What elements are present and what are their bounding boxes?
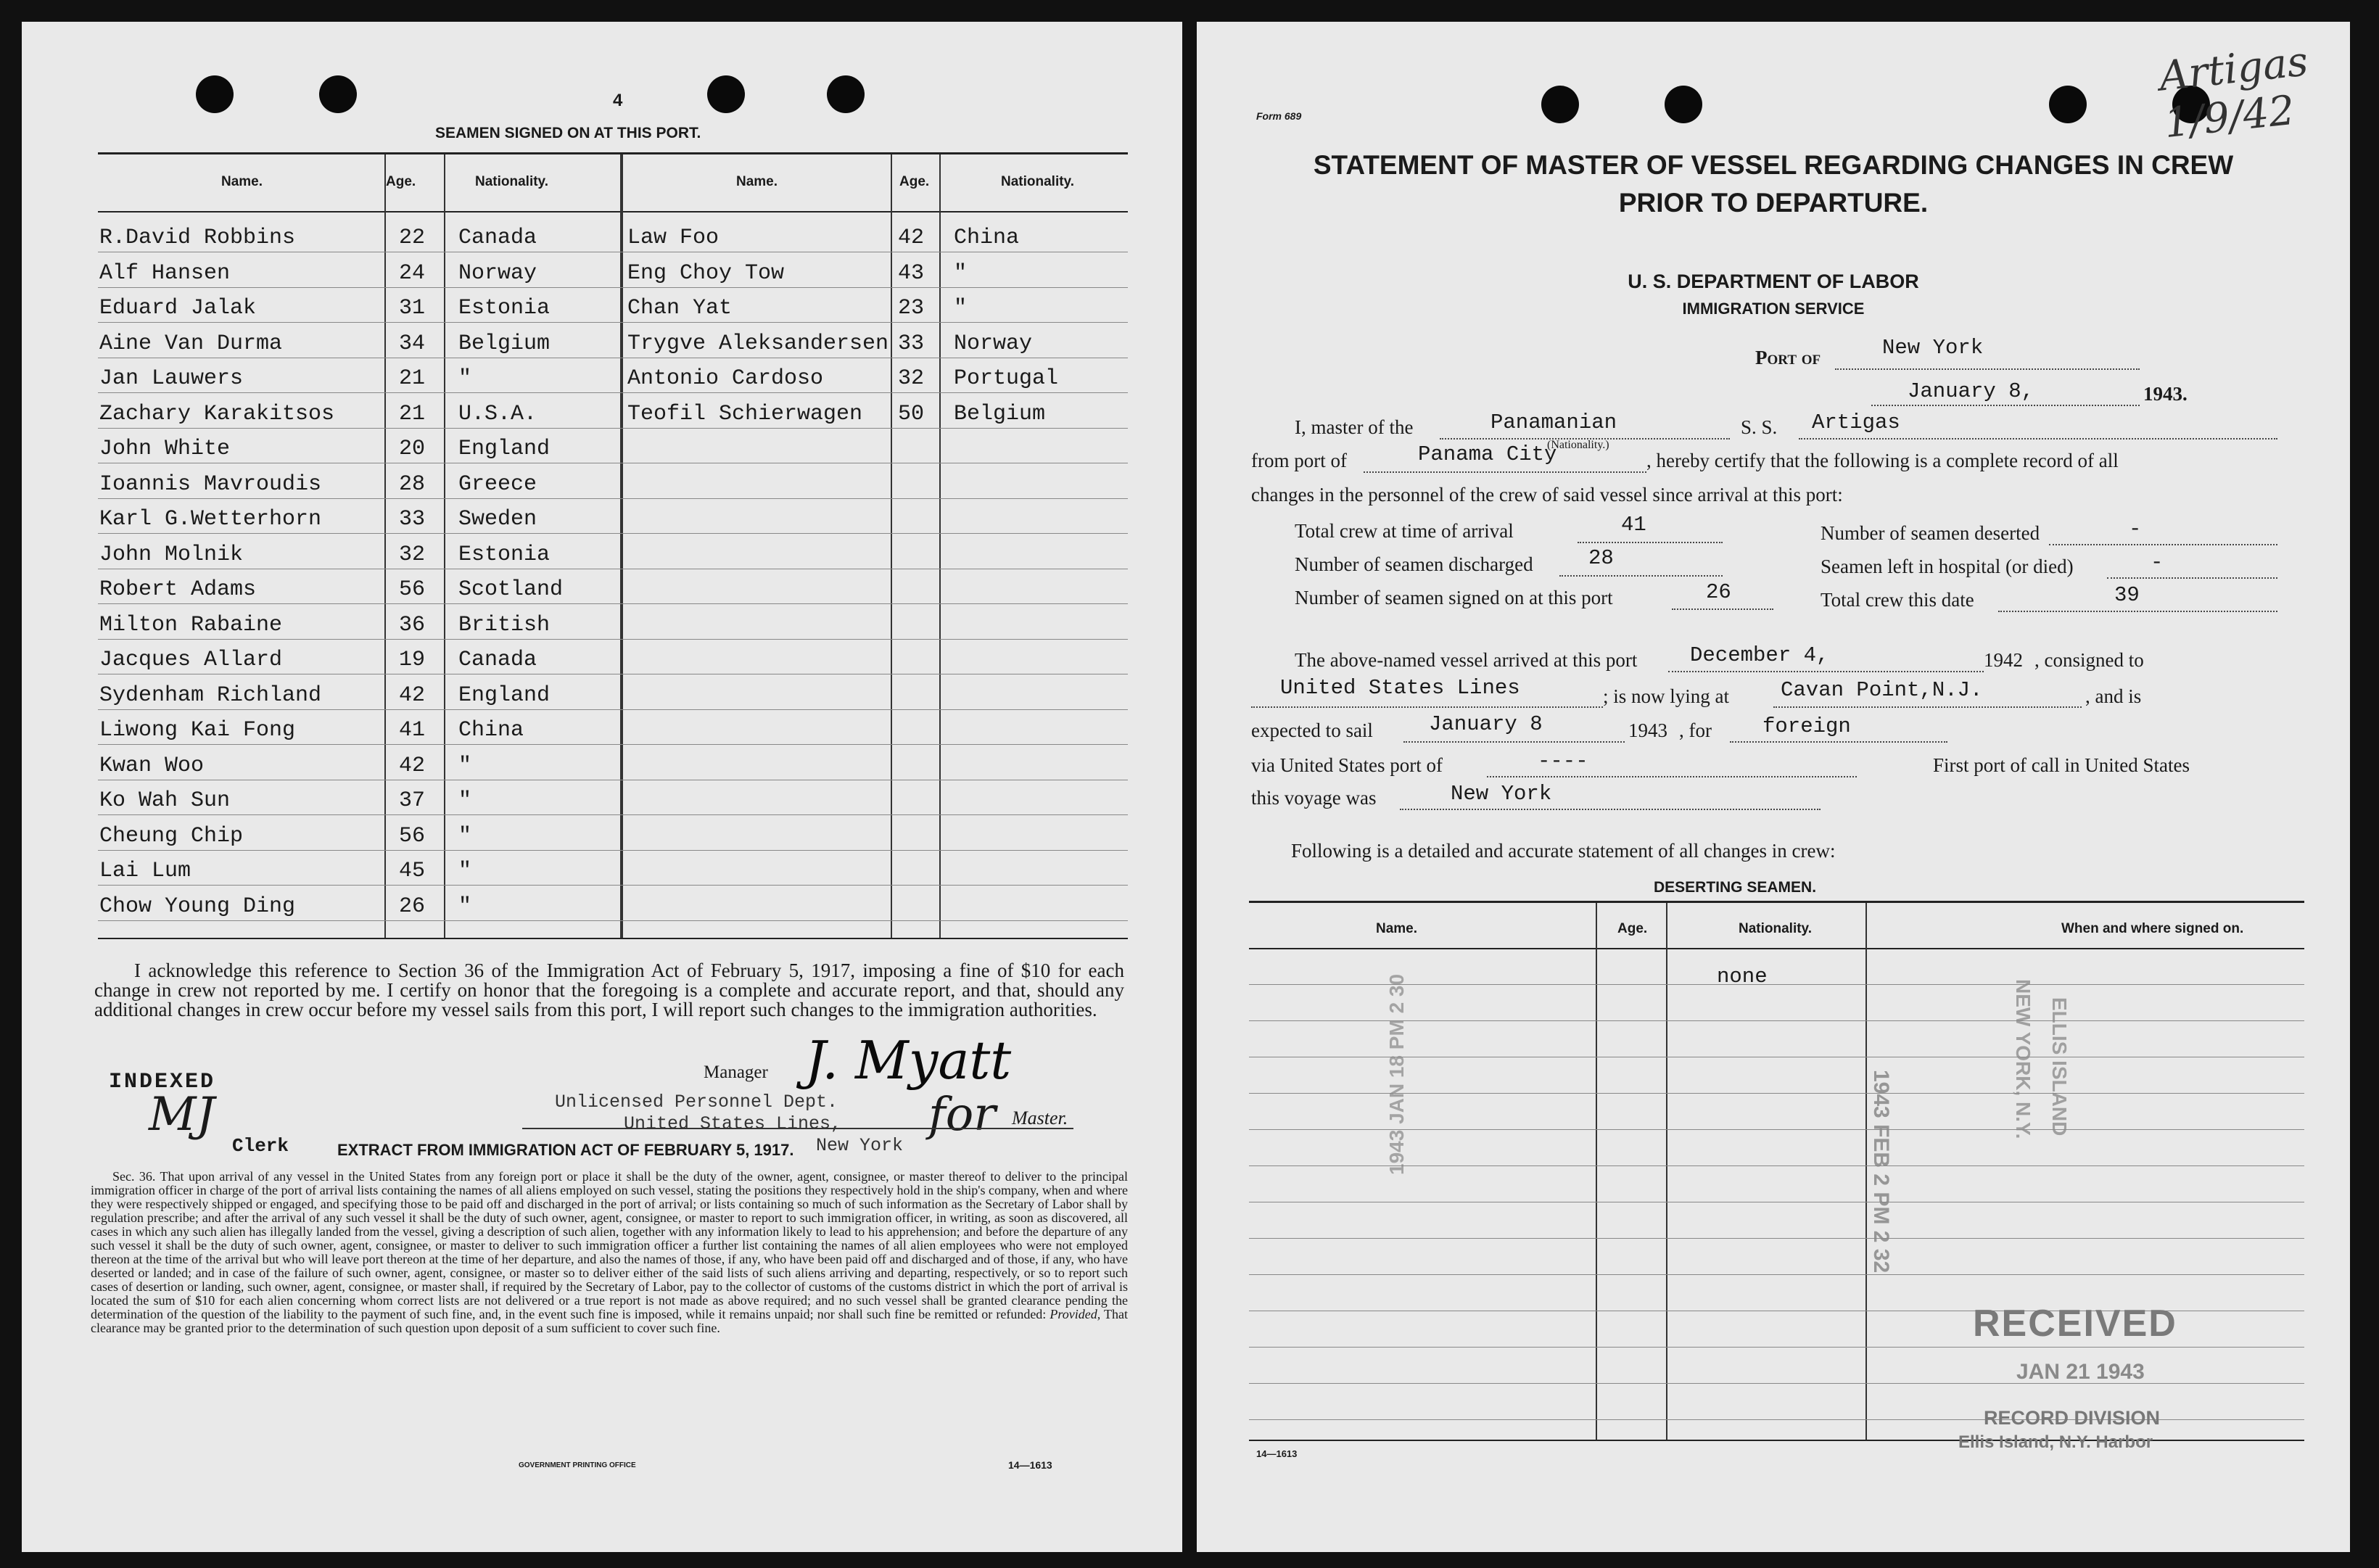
cell-age: 42 (898, 226, 925, 250)
cell-nationality: China (458, 718, 524, 743)
deserting-header (1249, 903, 2304, 949)
cell-age: 21 (399, 401, 426, 426)
ellis-island-stamp: ELLIS ISLAND (2048, 997, 2071, 1136)
cell-name: Liwong Kai Fong (99, 718, 296, 743)
dept-line: New York (816, 1135, 904, 1156)
table-row (98, 465, 1128, 499)
table-row (98, 781, 1128, 815)
cell-age: 34 (399, 331, 426, 356)
cell-name: Lai Lum (99, 859, 191, 883)
cell-name: Jan Lauwers (99, 366, 244, 391)
punch-hole (196, 75, 234, 113)
extract-body: That upon arrival of any vessel in the United States from any foreign port or place it shall be the duty of the owner, agent, consignee, or master thereof to deliver to the principal immigration officer in charge of the port of arrival lists containing the names of all aliens employed on such vessel, stating the positions they respectively hold in the ship's company, when and where they were respectively shipped or engaged, and specifying those to be paid off and discharged in the port of arrival; or lists containing so much of such information as the Secretary of Labor shall by regulation prescribe; and after the arrival of any such vessel it shall be the duty of such owner, agent, consignee, or master to report to such immigration officer, in writing, as soon as discovered, all cases in which any such alien has illegally landed from the vessel, giving a description of such alien, together with any information likely to lead to his apprehension; and before the departure of any such vessel it shall be the duty of such owner, agent, consignee, or master to deliver to such immigration officer a further list containing the names of all alien employees who were not employed thereon at the time of the arrival but who will leave port thereon at the time of her departure, and also the names of those, if any, who have been paid off and discharged and of those, if any, who have deserted or landed; and in case of the failure of such owner, agent, consignee, or master so to deliver either of the said lists of such aliens arriving and departing, respectively, or so to report such cases of desertion or landing, such owner, agent, consignee, or master shall, if required by the Secretary of Labor, pay to the collector of customs of the customs district in which the port of arrival is located the sum of $10 for each alien concerning whom correct lists are not delivered or a true report is not made as above required; and no such vessel shall be granted clearance pending the determination of the question of the liability to the payment of such fine, and, in the event such fine is imposed, while it remains unpaid; nor shall such fine be remitted or refunded: (91, 1169, 1128, 1321)
record-place: Ellis Island, N.Y. Harbor (1958, 1432, 2153, 1452)
header-name: Name. (736, 174, 778, 189)
cell-name: Chow Young Ding (99, 894, 296, 919)
cell-name: Sydenham Richland (99, 682, 322, 708)
cell-age: 36 (399, 612, 426, 637)
header-age: Age. (899, 174, 930, 189)
from-port-label: from port of (1251, 450, 1347, 471)
cell-nationality: England (458, 437, 551, 461)
punch-hole (1665, 86, 1702, 123)
table-row (98, 851, 1128, 886)
title-line: STATEMENT OF MASTER OF VESSEL REGARDING CHANGES IN CREW (1313, 150, 2234, 180)
cell-nationality: " (458, 366, 472, 391)
signed-on-label: Number of seamen signed on at this port (1295, 587, 1613, 608)
cell-name: R.David Robbins (99, 226, 296, 250)
ellis-stamp: 1943 FEB 2 PM 2 32 (1869, 1070, 1893, 1274)
cell-name: Teofil Schierwagen (627, 401, 863, 426)
consignee-value: United States Lines (1280, 676, 1520, 700)
department: U. S. DEPARTMENT OF LABOR (1628, 271, 1919, 292)
clerk-initials: MJ (149, 1088, 215, 1142)
cell-age: 37 (399, 788, 426, 813)
cell-nationality: China (954, 226, 1020, 250)
table-row (98, 817, 1128, 851)
dept-line: United States Lines, (624, 1113, 842, 1134)
cell-nationality: " (954, 260, 968, 286)
cell-name: Milton Rabaine (99, 612, 283, 637)
deserted-label: Number of seamen deserted (1821, 522, 2040, 544)
form-title (1197, 147, 2350, 222)
date-stamp-rotated: 1943 JAN 18 PM 2 30 (1385, 973, 1408, 1175)
consigned-label: , consigned to (2034, 649, 2144, 671)
port-label: Port of (1755, 347, 1821, 368)
cell-age: 28 (399, 471, 426, 497)
from-port-value: Panama City (1418, 442, 1557, 466)
cell-age: 41 (399, 718, 426, 743)
cell-nationality: " (458, 859, 472, 883)
cell-name: Antonio Cardoso (627, 366, 824, 391)
discharged-label: Number of seamen discharged (1295, 553, 1533, 575)
total-crew-arrival-label: Total crew at time of arrival (1295, 520, 1514, 542)
proviso-text: That clearance may be granted prior to the determination of such question upon deposit of a sum sufficient to cover such fine. (91, 1307, 1129, 1335)
for-signature: for (928, 1088, 996, 1142)
table-row (98, 500, 1128, 534)
cell-age: 24 (399, 260, 426, 286)
sec-label: Sec. 36. (112, 1169, 156, 1184)
punch-hole (707, 75, 745, 113)
cell-name: Law Foo (627, 226, 720, 250)
cell-name: Alf Hansen (99, 260, 231, 286)
right-page (1197, 22, 2350, 1552)
table-row (98, 887, 1128, 921)
proviso-label: Provided, (1050, 1307, 1101, 1321)
cell-age: 50 (898, 401, 925, 426)
vessel-value: Artigas (1812, 410, 1900, 434)
cell-nationality: Belgium (954, 401, 1046, 426)
table-row (98, 324, 1128, 358)
cell-nationality: Belgium (458, 331, 551, 356)
nationality-value: Panamanian (1491, 410, 1617, 434)
voyage-label: this voyage was (1251, 787, 1377, 809)
manager-label: Manager (704, 1062, 768, 1082)
page-number: 4 (613, 91, 623, 110)
table-row (98, 289, 1128, 323)
cell-nationality: England (458, 682, 551, 708)
cell-nationality: Norway (954, 331, 1033, 356)
sail-year-value: 1943 (1628, 719, 1667, 741)
cell-nationality: " (458, 823, 472, 849)
cell-age: 42 (399, 682, 426, 708)
cell-name: Ko Wah Sun (99, 788, 231, 813)
cell-age: 20 (399, 437, 426, 461)
indexed-stamp: INDEXED (109, 1070, 216, 1094)
ss-label: S. S. (1741, 416, 1778, 438)
table-row (98, 395, 1128, 429)
cell-nationality: " (458, 894, 472, 919)
cell-name: Aine Van Durma (99, 331, 283, 356)
extract-title: EXTRACT FROM IMMIGRATION ACT OF FEBRUARY 5, 1917. (337, 1141, 794, 1159)
cell-nationality: British (458, 612, 551, 637)
form-code: 14—1613 (1256, 1448, 1298, 1459)
cell-nationality: Sweden (458, 507, 537, 532)
cell-age: 31 (399, 296, 426, 321)
header-age: Age. (386, 174, 416, 189)
extract-text (91, 1170, 1128, 1335)
cell-age: 45 (399, 859, 426, 883)
first-port-value: New York (1451, 782, 1552, 806)
table-row (1249, 1238, 2304, 1275)
cell-age: 33 (399, 507, 426, 532)
cell-nationality: " (458, 753, 472, 778)
cell-name: John White (99, 437, 231, 461)
cell-name: Trygve Aleksandersen (627, 331, 889, 356)
cell-age: 42 (399, 753, 426, 778)
cell-name: Jacques Allard (99, 648, 283, 672)
header-name: Name. (1376, 921, 1418, 936)
cell-age: 33 (898, 331, 925, 356)
header-when-where: When and where signed on. (2061, 921, 2244, 936)
cell-name: John Molnik (99, 542, 244, 567)
deserting-entry: none (1717, 965, 1768, 989)
arrived-year-value: 1942 (1984, 649, 2023, 671)
cell-name: Karl G.Wetterhorn (99, 507, 322, 532)
via-label: via United States port of (1251, 754, 1443, 776)
punch-hole (1541, 86, 1579, 123)
punch-hole (2049, 86, 2087, 123)
header-nationality: Nationality. (1001, 174, 1074, 189)
header-nationality: Nationality. (475, 174, 548, 189)
table-row (98, 746, 1128, 780)
cell-age: 56 (399, 577, 426, 602)
punch-hole (827, 75, 865, 113)
deserting-title: DESERTING SEAMEN. (1654, 879, 1817, 896)
expected-label: expected to sail (1251, 719, 1373, 741)
ny-stamp: NEW YORK, N.Y. (2012, 979, 2034, 1139)
table-row (1249, 1347, 2304, 1384)
dept-line: Unlicensed Personnel Dept. (555, 1092, 838, 1113)
acknowledgement-text: I acknowledge this reference to Section 36 of the Immigration Act of February 5, 1917, imposing a fine of $10 for each change in crew not reported by me. I certify on honor that the foregoing is a complete and accurate report, and that, should any additional changes in crew occur before my vessel sails from this port, I will report such changes to the immigration authorities. (94, 960, 1124, 1020)
cell-age: 23 (898, 296, 925, 321)
table-row (98, 570, 1128, 604)
cell-name: Ioannis Mavroudis (99, 471, 322, 497)
handwritten-note: Artigas 1/9/42 (2156, 38, 2311, 148)
cell-age: 26 (399, 894, 426, 919)
cell-age: 32 (898, 366, 925, 391)
left-page (22, 22, 1182, 1552)
hospital-label: Seamen left in hospital (or died) (1821, 556, 2074, 577)
cell-nationality: Canada (458, 648, 537, 672)
cell-name: Eng Choy Tow (627, 260, 785, 286)
hospital-value: - (2151, 550, 2164, 574)
cell-name: Chan Yat (627, 296, 733, 321)
port-value: New York (1882, 336, 1984, 360)
total-crew-date-value: 39 (2114, 583, 2140, 607)
lying-at-value: Cavan Point,N.J. (1781, 678, 1983, 702)
cell-nationality: Norway (458, 260, 537, 286)
cell-name: Robert Adams (99, 577, 257, 602)
received-date: JAN 21 1943 (2016, 1360, 2145, 1384)
discharged-value: 28 (1588, 546, 1614, 570)
punch-hole (319, 75, 357, 113)
cell-nationality: Estonia (458, 296, 551, 321)
cell-age: 56 (399, 823, 426, 849)
sail-date-value: January 8 (1429, 712, 1543, 736)
service: IMMIGRATION SERVICE (1682, 300, 1865, 318)
deserted-value: - (2129, 517, 2142, 541)
record-division: RECORD DIVISION (1984, 1407, 2161, 1429)
table-row (98, 254, 1128, 288)
header-nationality: Nationality. (1739, 921, 1812, 936)
date-value: January 8, (1908, 379, 2034, 403)
printing-office: GOVERNMENT PRINTING OFFICE (519, 1461, 636, 1469)
table-row (98, 535, 1128, 569)
certify-text: , hereby certify that the following is a complete record of all (1646, 450, 2119, 471)
year-value: 1943. (2143, 383, 2188, 405)
title-line: PRIOR TO DEPARTURE. (1618, 188, 1929, 218)
header-name: Name. (221, 174, 263, 189)
cell-age: 21 (399, 366, 426, 391)
clerk-label: Clerk (232, 1135, 289, 1157)
table-row (98, 676, 1128, 710)
header-age: Age. (1617, 921, 1648, 936)
signed-on-value: 26 (1706, 580, 1731, 604)
nationality-caption: (Nationality.) (1547, 439, 1609, 451)
received-stamp: RECEIVED (1973, 1303, 2177, 1345)
cell-age: 22 (399, 226, 426, 250)
cell-age: 43 (898, 260, 925, 286)
cell-name: Kwan Woo (99, 753, 205, 778)
master-of-label: I, master of the (1295, 416, 1414, 438)
cell-nationality: Portugal (954, 366, 1059, 391)
total-crew-arrival-value: 41 (1621, 513, 1646, 537)
via-port-value: ---- (1538, 749, 1588, 773)
arrived-label: The above-named vessel arrived at this port (1295, 649, 1638, 671)
cell-name: Cheung Chip (99, 823, 244, 849)
cell-nationality: " (954, 296, 968, 321)
table-row (98, 359, 1128, 393)
cell-nationality: Greece (458, 471, 537, 497)
seamen-signed-title: SEAMEN SIGNED ON AT THIS PORT. (435, 125, 701, 141)
cell-name: Eduard Jalak (99, 296, 257, 321)
master-signature: J. Myatt (805, 1030, 1012, 1091)
seamen-signed-table (98, 152, 1128, 939)
cell-name: Zachary Karakitsos (99, 401, 335, 426)
cell-nationality: Scotland (458, 577, 564, 602)
total-crew-date-label: Total crew this date (1821, 589, 1974, 611)
table-header (98, 154, 1128, 212)
table-row (98, 429, 1128, 463)
master-label: Master. (1012, 1107, 1068, 1128)
first-port-label: First port of call in United States (1933, 754, 2190, 776)
form-code: 14—1613 (1008, 1459, 1052, 1471)
cell-nationality: " (458, 788, 472, 813)
arrived-date-value: December 4, (1690, 643, 1829, 667)
table-row (98, 218, 1128, 252)
cell-nationality: U.S.A. (458, 401, 537, 426)
table-row (98, 711, 1128, 745)
table-row (98, 606, 1128, 640)
for-label: , for (1679, 719, 1712, 741)
changes-text: changes in the personnel of the crew of said vessel since arrival at this port: (1251, 484, 1843, 506)
cell-age: 19 (399, 648, 426, 672)
destination-value: foreign (1762, 714, 1851, 738)
and-is-label: , and is (2085, 685, 2142, 707)
cell-nationality: Estonia (458, 542, 551, 567)
following-text: Following is a detailed and accurate statement of all changes in crew: (1291, 840, 1836, 862)
table-row (98, 640, 1128, 674)
table-row (1249, 1202, 2304, 1239)
lying-label: ; is now lying at (1603, 685, 1729, 707)
cell-age: 32 (399, 542, 426, 567)
cell-nationality: Canada (458, 226, 537, 250)
form-label: Form 689 (1256, 110, 1302, 122)
